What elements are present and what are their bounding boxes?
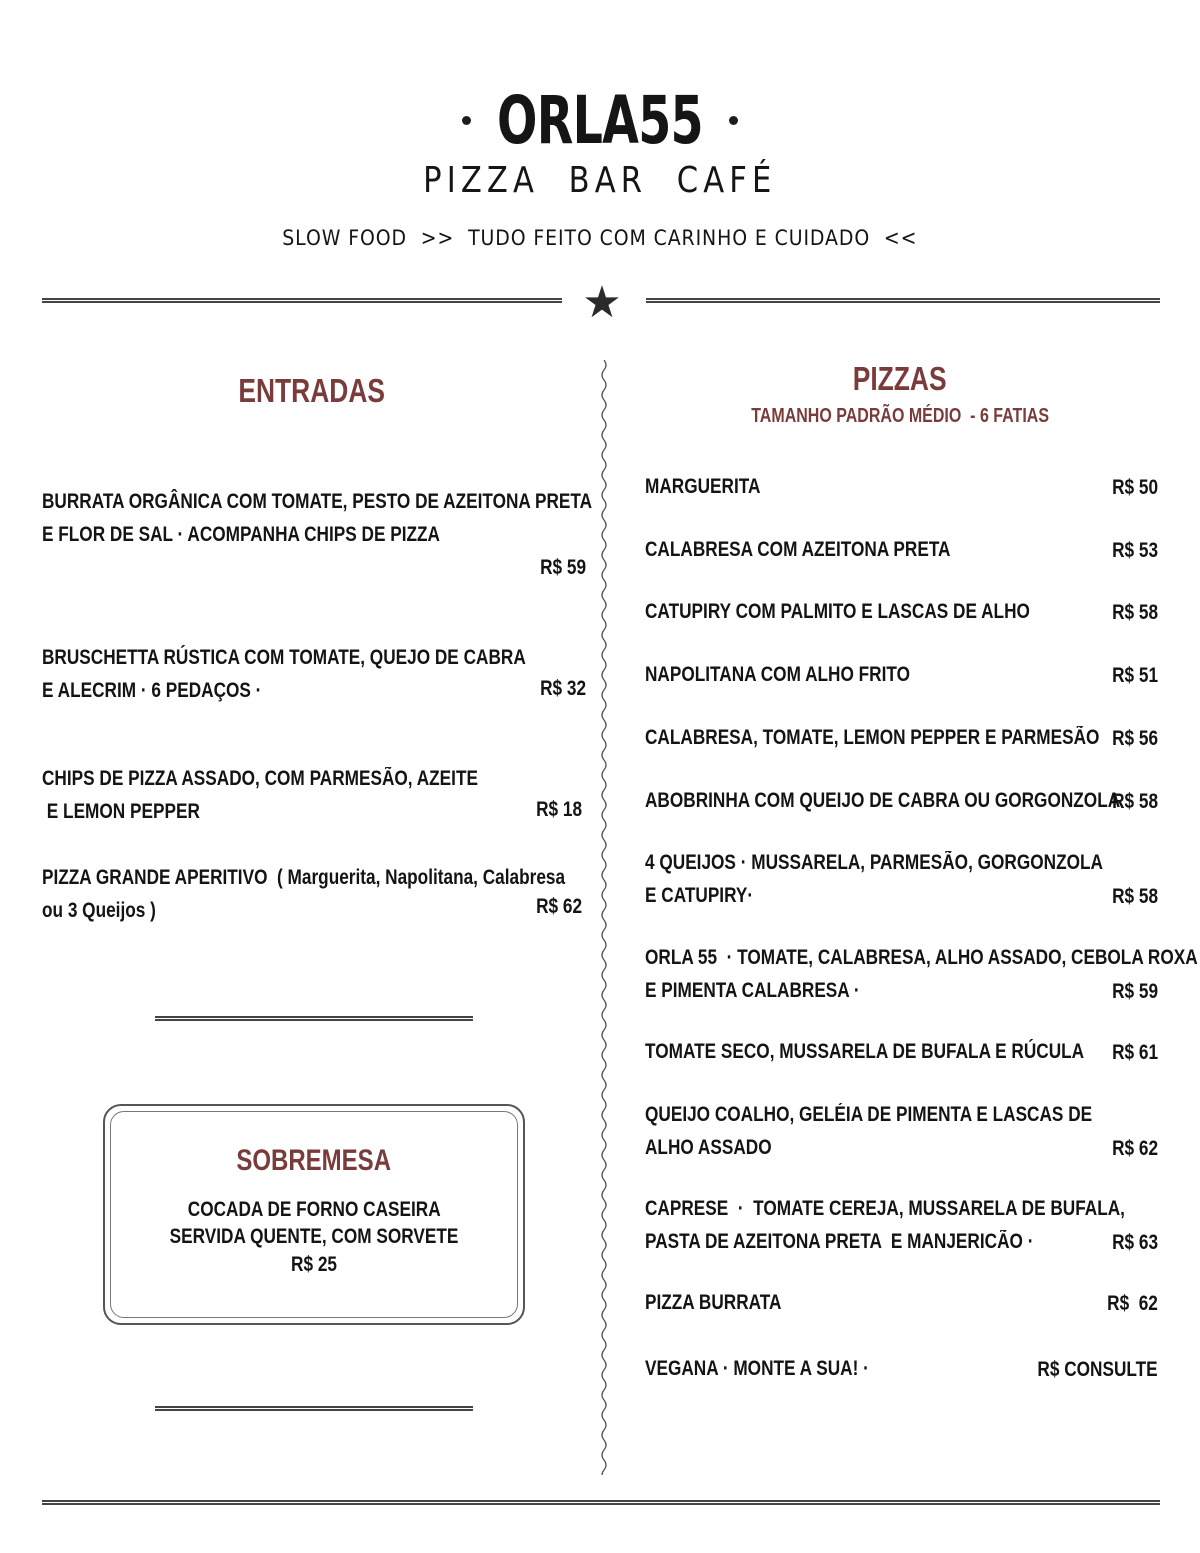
pizza-price: R$ CONSULTE [1037,1358,1158,1381]
pizza-item: CALABRESA, TOMATE, LEMON PEPPER E PARMESÃO [645,726,1100,749]
entrada-item: CHIPS DE PIZZA ASSADO, COM PARMESÃO, AZEITE E LEMON PEPPER [42,767,478,823]
entrada-price: R$ 59 [540,556,586,579]
brand-name: ORLA55 [497,82,703,159]
pizza-item: NAPOLITANA COM ALHO FRITO [645,663,910,686]
pizza-price: R$ 59 [1112,980,1158,1003]
pizzas-subtitle: TAMANHO PADRÃO MÉDIO - 6 FATIAS [751,405,1049,427]
sobremesa-title: SOBREMESA [236,1144,392,1177]
bottom-divider [42,1500,1160,1505]
entradas-title: ENTRADAS [238,372,386,409]
top-divider-left [42,298,562,303]
pizza-item: 4 QUEIJOS · MUSSARELA, PARMESÃO, GORGONZOLA E CATUPIRY· [645,851,1103,907]
logo [0,82,1200,159]
pizza-item: CAPRESE · TOMATE CEREJA, MUSSARELA DE BUFALA, PASTA DE AZEITONA PRETA E MANJERICÃO · [645,1197,1125,1253]
pizza-price: R$ 50 [1112,476,1158,499]
pizza-price: R$ 58 [1112,790,1158,813]
entrada-item: PIZZA GRANDE APERITIVO ( Marguerita, Napolitana, Calabresa ou 3 Queijos ) [42,866,566,922]
pizza-item: QUEIJO COALHO, GELÉIA DE PIMENTA E LASCAS DE ALHO ASSADO [645,1103,1093,1159]
dot-right-icon [729,116,738,125]
pizza-price: R$ 53 [1112,539,1158,562]
dessert-box [103,1104,525,1325]
pizza-item: TOMATE SECO, MUSSARELA DE BUFALA E RÚCULA [645,1040,1085,1063]
pizza-price: R$ 56 [1112,727,1158,750]
pizza-item: ORLA 55 · TOMATE, CALABRESA, ALHO ASSADO, CEBOLA ROXA E PIMENTA CALABRESA · [645,946,1198,1002]
slogan: SLOW FOOD >> TUDO FEITO COM CARINHO E CUIDADO << [282,226,918,250]
entrada-price: R$ 32 [540,677,586,700]
dessert-line: SERVIDA QUENTE, COM SORVETE [169,1225,459,1248]
pizza-price: R$ 61 [1112,1041,1158,1064]
pizza-item: PIZZA BURRATA [645,1291,782,1314]
pizza-item: MARGUERITA [645,475,761,498]
pizza-price: R$ 58 [1112,885,1158,908]
dessert-price: R$ 25 [291,1253,337,1276]
dessert-divider [155,1406,473,1411]
entradas-divider [155,1016,473,1021]
dot-left-icon [462,116,471,125]
subtitle: PIZZA BAR CAFÉ [423,160,777,201]
entrada-item: BURRATA ORGÂNICA COM TOMATE, PESTO DE AZEITONA PRETA E FLOR DE SAL · ACOMPANHA CHIPS DE PIZZA [42,490,593,546]
pizza-price: R$ 62 [1107,1292,1158,1315]
pizza-item: ABOBRINHA COM QUEIJO DE CABRA OU GORGONZOLA [645,789,1121,812]
dessert-line: COCADA DE FORNO CASEIRA [187,1198,441,1221]
pizza-price: R$ 62 [1112,1137,1158,1160]
star-icon: ★ [582,278,622,327]
pizza-price: R$ 51 [1112,664,1158,687]
pizza-price: R$ 63 [1112,1231,1158,1254]
entrada-item: BRUSCHETTA RÚSTICA COM TOMATE, QUEJO DE CABRA E ALECRIM · 6 PEDAÇOS · [42,646,526,702]
column-divider [598,360,610,1475]
pizza-item: CALABRESA COM AZEITONA PRETA [645,538,951,561]
pizzas-title: PIZZAS [853,360,947,397]
pizza-price: R$ 58 [1112,601,1158,624]
pizza-item: CATUPIRY COM PALMITO E LASCAS DE ALHO [645,600,1030,623]
entrada-price: R$ 62 [536,895,582,918]
pizza-item: VEGANA · MONTE A SUA! · [645,1357,869,1380]
entrada-price: R$ 18 [536,798,582,821]
top-divider-right [646,298,1160,303]
